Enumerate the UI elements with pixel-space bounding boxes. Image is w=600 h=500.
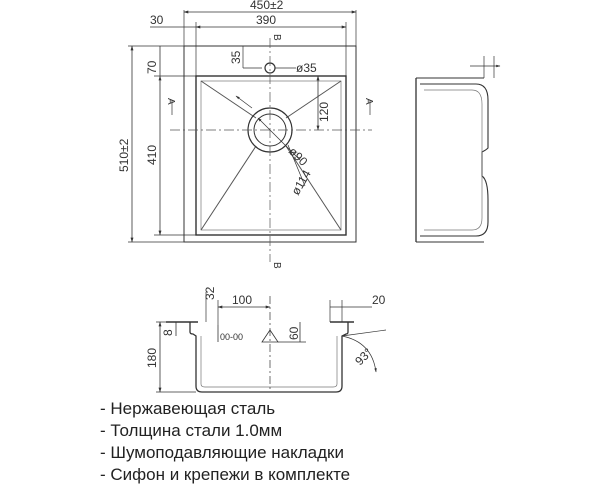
spec-item-thickness: - Толщина стали 1.0мм [100,421,283,440]
dim-overflow-height: 60 [287,326,301,340]
bowl-slope-line [201,146,256,230]
dim-edge-offset: 30 [150,13,164,27]
bowl-slope-line [201,81,256,118]
section-marker-a-left: A [165,98,176,105]
top-view [128,10,372,262]
dim-drain-flange-dia: ø114 [288,167,314,198]
section-view-labels [145,286,386,368]
dim-inner-width: 390 [256,13,277,27]
spec-item-noise-pads: - Шумоподавляющие накладки [100,443,344,462]
section-bowl-wall [190,322,348,392]
dim-drain-offset: 120 [317,101,331,122]
section-marker-b-bottom: B [271,262,282,269]
dim-tap-offset: 35 [229,50,243,64]
overflow-label: 00-00 [220,332,244,342]
spec-item-material: - Нержавеющая сталь [100,399,276,418]
section-marker-a-right: A [363,98,374,105]
dim-wall-angle: 93° [352,345,375,369]
dim-inner-height: 410 [145,144,159,165]
sink-bowl-top [196,76,346,235]
dim-top-offset: 70 [145,60,159,74]
dim-flange-thickness: 32 [203,286,217,300]
dim-depth: 180 [145,347,159,368]
dim-overflow-offset: 100 [232,293,253,307]
dim-tap-dia: ø35 [296,61,317,75]
dim-overall-height: 510±2 [117,138,131,172]
dim-drain-dia: ø90 [285,144,311,169]
section-marker-b-top: B [271,34,282,41]
side-view [416,56,500,242]
dim-rim: 8 [161,329,175,336]
spec-item-siphon: - Сифон и крепежи в комплекте [100,465,351,484]
spec-list [100,398,350,486]
dim-overall-width: 450±2 [250,0,284,12]
top-view-labels [117,0,374,269]
side-bowl-profile [420,84,488,236]
section-view [156,292,386,392]
dim-corner: 20 [372,293,386,307]
bowl-slope-line [286,81,341,118]
